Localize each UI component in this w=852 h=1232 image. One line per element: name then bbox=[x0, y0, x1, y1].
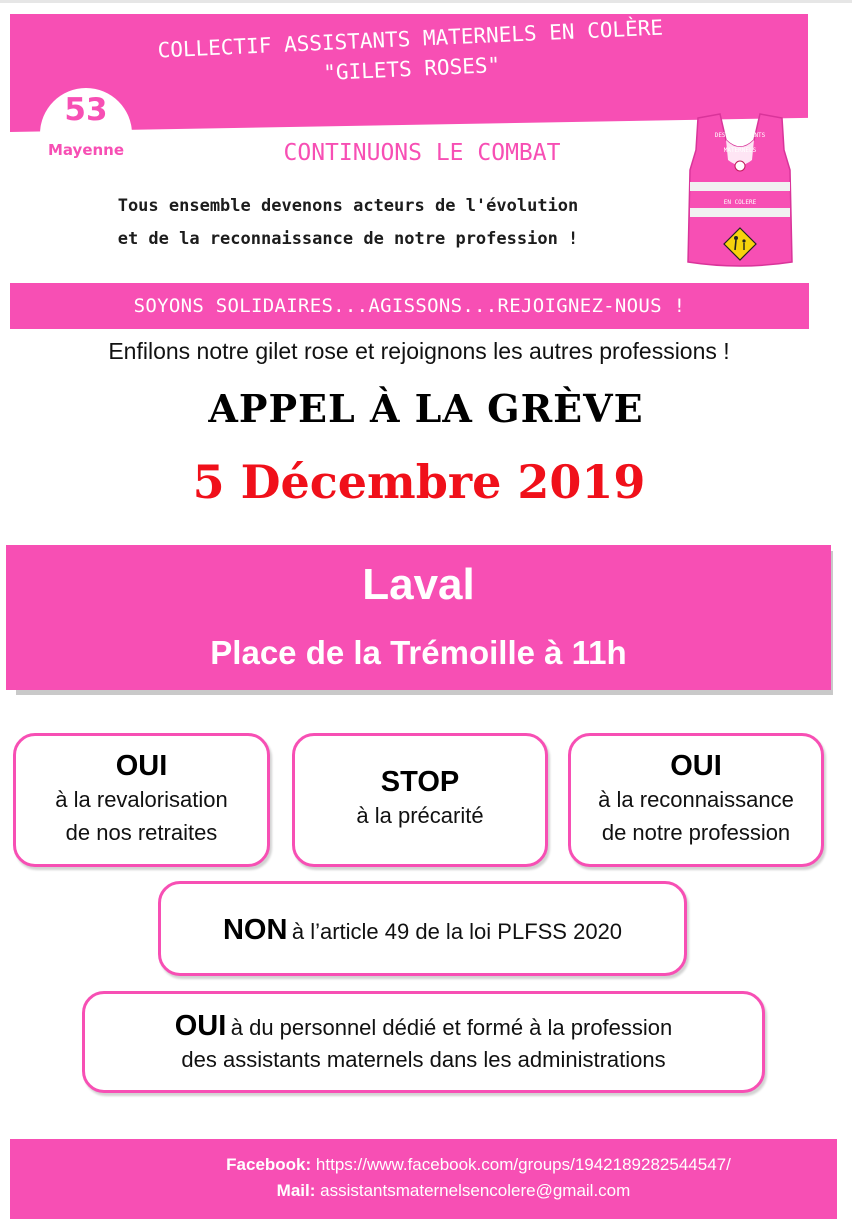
vest-text-1: COLLECTIF bbox=[723, 123, 757, 130]
department-number: 53 bbox=[64, 92, 108, 128]
demand-line: à la revalorisation bbox=[55, 787, 228, 812]
facebook-label: Facebook: bbox=[226, 1155, 312, 1174]
demand-line: à du personnel dédié et formé à la profession bbox=[230, 1015, 673, 1040]
top-divider bbox=[0, 0, 852, 3]
department-name: Mayenne bbox=[47, 141, 125, 159]
mail-contact bbox=[10, 1181, 837, 1201]
tagline-line2: et de la reconnaissance de notre profession ! bbox=[117, 229, 579, 249]
facebook-contact bbox=[10, 1155, 837, 1175]
demand-head: OUI bbox=[174, 1010, 227, 1042]
intro-text: Enfilons notre gilet rose et rejoignons les autres professions ! bbox=[108, 338, 730, 364]
demand-line: de nos retraites bbox=[65, 820, 218, 845]
demand-line: à l’article 49 de la loi PLFSS 2020 bbox=[291, 919, 623, 944]
solidarity-banner: SOYONS SOLIDAIRES...AGISSONS...REJOIGNEZ-NOUS ! bbox=[10, 283, 809, 329]
mail-label: Mail: bbox=[276, 1181, 316, 1200]
demand-head: STOP bbox=[380, 766, 460, 798]
vest-icon bbox=[680, 110, 800, 270]
event-city: Laval bbox=[362, 560, 475, 609]
demand-head: NON bbox=[222, 914, 288, 946]
demand-box-article-49 bbox=[158, 881, 687, 976]
vest-text-3: MATERNELS bbox=[723, 147, 757, 154]
strike-title: APPEL À LA GRÈVE bbox=[208, 386, 644, 431]
subtitle: CONTINUONS LE COMBAT bbox=[283, 140, 561, 166]
footer-band bbox=[10, 1139, 837, 1219]
collective-title-line2: "GILETS ROSES" bbox=[322, 52, 501, 85]
strike-date: 5 Décembre 2019 bbox=[192, 455, 646, 509]
event-place: Place de la Trémoille à 11h bbox=[210, 634, 627, 671]
demand-box-dedicated-staff bbox=[82, 991, 765, 1093]
vest-text-2: DES ASSISTANTS bbox=[714, 132, 766, 139]
demand-box-recognition bbox=[568, 733, 824, 867]
tagline-line1: Tous ensemble devenons acteurs de l'évolution bbox=[117, 196, 579, 216]
demand-head: OUI bbox=[670, 750, 722, 782]
demand-line: à la précarité bbox=[356, 803, 484, 828]
demand-line: à la reconnaissance bbox=[598, 787, 794, 812]
demand-line: des assistants maternels dans les administrations bbox=[181, 1047, 666, 1072]
mail-link[interactable]: assistantsmaternelsencolere@gmail.com bbox=[320, 1181, 631, 1200]
vest-text-4: EN COLERE bbox=[723, 199, 757, 206]
collective-title-line1: COLLECTIF ASSISTANTS MATERNELS EN COLÈRE bbox=[157, 15, 664, 63]
demand-box-retirement bbox=[13, 733, 270, 867]
demand-line: de notre profession bbox=[601, 820, 791, 845]
demand-head: OUI bbox=[115, 750, 168, 782]
facebook-link[interactable]: https://www.facebook.com/groups/1942189282544547/ bbox=[315, 1155, 731, 1174]
demand-box-precarity bbox=[292, 733, 548, 867]
